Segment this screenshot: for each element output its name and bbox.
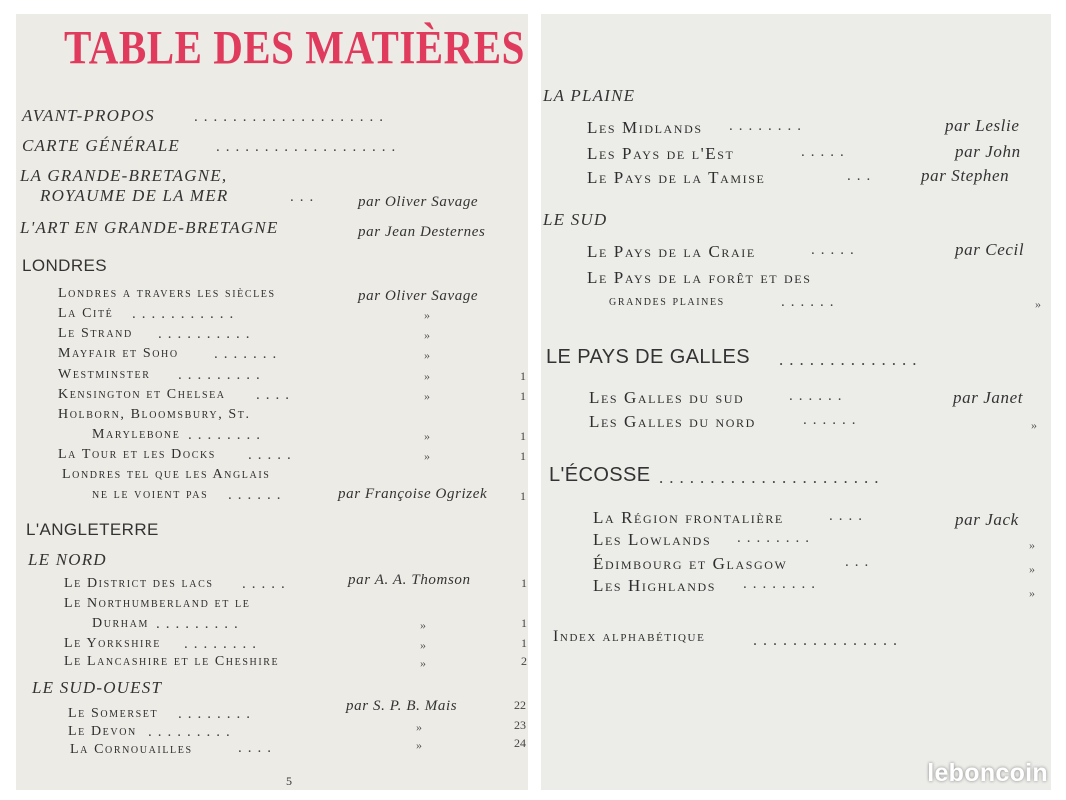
toc-entry: La Cité bbox=[58, 306, 114, 321]
ditto-mark: » bbox=[424, 308, 430, 322]
leader-dots: .............. bbox=[779, 350, 923, 369]
toc-entry-art: L'ART EN GRANDE-BRETAGNE bbox=[20, 218, 279, 237]
leader-dots: ..... bbox=[811, 242, 860, 258]
subsection-sud: LE SUD bbox=[543, 210, 608, 229]
leader-dots: ....... bbox=[214, 346, 283, 362]
toc-entry: Le Strand bbox=[58, 326, 133, 341]
leader-dots: ......... bbox=[156, 616, 244, 632]
ditto-mark: » bbox=[1031, 418, 1037, 432]
ditto-mark: » bbox=[424, 328, 430, 342]
toc-entry: Les Midlands bbox=[587, 118, 703, 137]
left-page bbox=[16, 14, 528, 790]
leader-dots: ........ bbox=[737, 530, 815, 546]
page-title: TABLE DES MATIÈRES bbox=[64, 21, 525, 75]
leader-dots: ......... bbox=[178, 367, 266, 383]
toc-entry-cont: grandes plaines bbox=[609, 294, 725, 309]
toc-entry: Westminster bbox=[58, 367, 151, 382]
leader-dots: ........ bbox=[184, 636, 262, 652]
leader-dots: .... bbox=[256, 387, 295, 403]
toc-entry: Londres tel que les Anglais bbox=[62, 467, 271, 482]
ditto-mark: » bbox=[424, 389, 430, 403]
leader-dots: ...... bbox=[789, 388, 848, 404]
ditto-mark: » bbox=[424, 369, 430, 383]
ditto-mark: » bbox=[1029, 586, 1035, 600]
leader-dots: .......... bbox=[158, 326, 256, 342]
right-page bbox=[541, 14, 1051, 790]
ditto-mark: » bbox=[416, 738, 422, 752]
ditto-mark: » bbox=[424, 429, 430, 443]
toc-entry: Le Lancashire et le Cheshire bbox=[64, 654, 280, 669]
leader-dots: ........ bbox=[178, 706, 256, 722]
leader-dots: ... bbox=[845, 554, 875, 570]
page-number: 1 bbox=[520, 449, 526, 463]
toc-entry: Le District des lacs bbox=[64, 576, 214, 591]
toc-entry: Les Lowlands bbox=[593, 530, 712, 549]
toc-entry: Mayfair et Soho bbox=[58, 346, 179, 361]
author: par A. A. Thomson bbox=[348, 572, 471, 588]
ditto-mark: » bbox=[424, 348, 430, 362]
leader-dots: ..... bbox=[242, 576, 291, 592]
leader-dots: .... bbox=[829, 508, 868, 524]
author: par Janet bbox=[953, 388, 1024, 407]
page-number: 1 bbox=[520, 389, 526, 403]
ditto-mark: » bbox=[1029, 538, 1035, 552]
leader-dots: ... bbox=[290, 189, 320, 205]
leader-dots: ...... bbox=[803, 412, 862, 428]
leader-dots: ................... bbox=[216, 139, 402, 155]
toc-entry: Les Galles du nord bbox=[589, 412, 756, 431]
toc-entry: Le Devon bbox=[68, 724, 137, 739]
toc-entry-grande-bretagne: LA GRANDE-BRETAGNE, bbox=[20, 166, 228, 185]
toc-entry-cont: Marylebone bbox=[92, 427, 181, 442]
toc-entry: Les Highlands bbox=[593, 576, 717, 595]
leader-dots: ........ bbox=[729, 118, 807, 134]
subsection-plaine: LA PLAINE bbox=[543, 86, 636, 105]
leader-dots: ..... bbox=[248, 447, 297, 463]
ditto-mark: » bbox=[416, 720, 422, 734]
leader-dots: ........ bbox=[743, 576, 821, 592]
leader-dots: ........... bbox=[132, 306, 240, 322]
author: par Françoise Ogrizek bbox=[338, 486, 488, 502]
leader-dots: .... bbox=[238, 740, 277, 756]
page-number: 1 bbox=[520, 429, 526, 443]
author: par John bbox=[955, 142, 1021, 161]
section-angleterre: L'ANGLETERRE bbox=[26, 520, 159, 539]
author: par Jean Desternes bbox=[358, 224, 486, 240]
toc-entry: Le Yorkshire bbox=[64, 636, 161, 651]
ditto-mark: » bbox=[424, 449, 430, 463]
leader-dots: ...... bbox=[228, 487, 287, 503]
section-londres: LONDRES bbox=[22, 256, 107, 275]
toc-entry: Édimbourg et Glasgow bbox=[593, 554, 788, 573]
subsection-sud-ouest: LE SUD-OUEST bbox=[32, 678, 163, 697]
leader-dots: ............... bbox=[753, 632, 903, 649]
page-number: 1 bbox=[520, 489, 526, 503]
toc-entry-index: Index alphabétique bbox=[553, 628, 706, 645]
page-number: 1 bbox=[520, 369, 526, 383]
ditto-mark: » bbox=[420, 638, 426, 652]
ditto-mark: » bbox=[1029, 562, 1035, 576]
page-number: 1 bbox=[521, 576, 527, 590]
toc-entry: Le Pays de la Craie bbox=[587, 242, 756, 261]
page-number: 2 bbox=[521, 654, 527, 668]
toc-entry: Le Northumberland et le bbox=[64, 596, 251, 611]
toc-entry: Les Pays de l'Est bbox=[587, 144, 735, 163]
toc-entry-cont: ne le voient pas bbox=[92, 487, 209, 502]
toc-entry: Les Galles du sud bbox=[589, 388, 745, 407]
toc-entry-carte: CARTE GÉNÉRALE bbox=[22, 136, 180, 155]
author: par Stephen bbox=[921, 166, 1010, 185]
author: par Oliver Savage bbox=[358, 194, 479, 210]
author: par Cecil bbox=[955, 240, 1025, 259]
toc-entry: La Région frontalière bbox=[593, 508, 784, 527]
page-number: 1 bbox=[521, 616, 527, 630]
subsection-nord: LE NORD bbox=[28, 550, 107, 569]
folio: 5 bbox=[286, 774, 292, 788]
toc-entry: La Tour et les Docks bbox=[58, 447, 216, 462]
toc-entry: Londres a travers les siècles bbox=[58, 286, 276, 301]
page-number: 24 bbox=[514, 736, 526, 750]
leader-dots: ...... bbox=[781, 294, 840, 310]
toc-entry-grande-bretagne-cont: ROYAUME DE LA MER bbox=[40, 186, 229, 205]
ditto-mark: » bbox=[1035, 297, 1041, 311]
author: par Oliver Savage bbox=[358, 288, 479, 304]
ditto-mark: » bbox=[420, 656, 426, 670]
leader-dots: ......... bbox=[148, 724, 236, 740]
leboncoin-watermark: leboncoin bbox=[927, 759, 1048, 787]
leader-dots: ...................... bbox=[659, 468, 885, 487]
author: par S. P. B. Mais bbox=[346, 698, 458, 714]
toc-entry: La Cornouailles bbox=[70, 742, 193, 757]
toc-entry: Le Pays de la forêt et des bbox=[587, 268, 812, 287]
toc-entry: Le Somerset bbox=[68, 706, 159, 721]
author: par Jack bbox=[955, 510, 1019, 529]
toc-entry-cont: Durham bbox=[92, 616, 149, 631]
leader-dots: ........ bbox=[188, 427, 266, 443]
toc-entry: Le Pays de la Tamise bbox=[587, 168, 766, 187]
page-number: 1 bbox=[521, 636, 527, 650]
page-number: 23 bbox=[514, 718, 526, 732]
toc-entry: Kensington et Chelsea bbox=[58, 387, 226, 402]
toc-entry-avant-propos: AVANT-PROPOS bbox=[22, 106, 155, 125]
ditto-mark: » bbox=[420, 618, 426, 632]
author: par Leslie bbox=[945, 116, 1020, 135]
page-number: 22 bbox=[514, 698, 526, 712]
section-ecosse: L'ÉCOSSE bbox=[549, 464, 651, 486]
leader-dots: ... bbox=[847, 168, 877, 184]
toc-entry: Holborn, Bloomsbury, St. bbox=[58, 407, 251, 422]
section-galles: LE PAYS DE GALLES bbox=[546, 346, 750, 368]
leader-dots: ..... bbox=[801, 144, 850, 160]
leader-dots: .................... bbox=[194, 109, 389, 125]
